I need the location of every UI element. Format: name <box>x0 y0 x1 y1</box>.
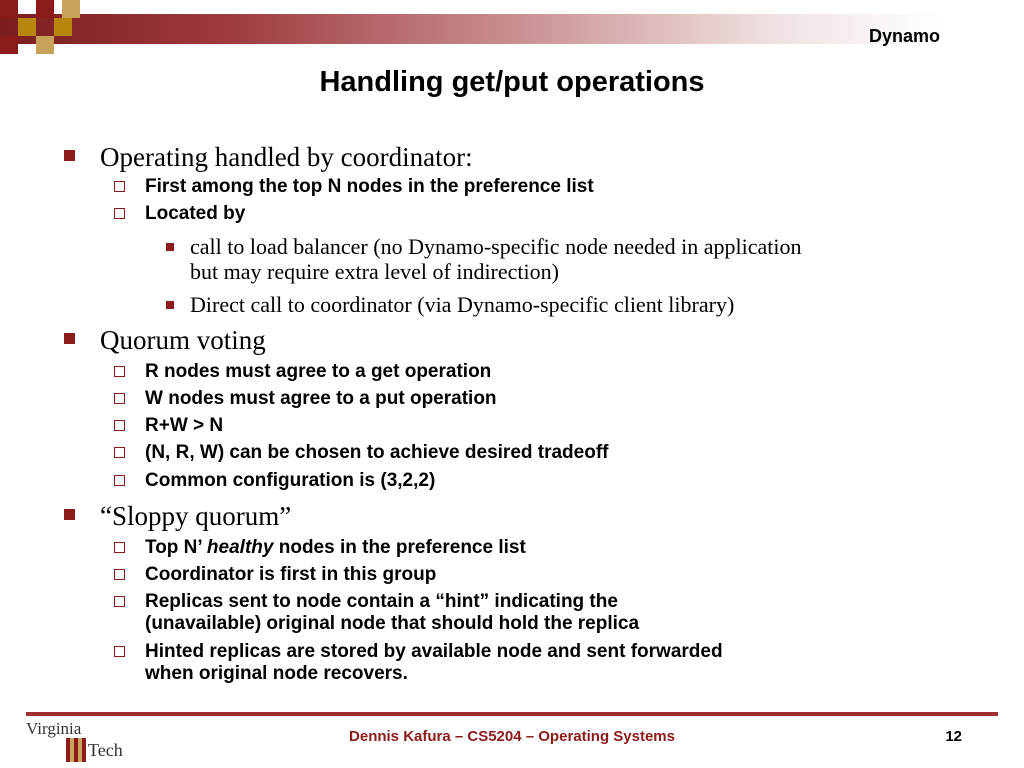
footer-divider <box>26 712 998 716</box>
sub-bullet-text: when original node recovers. <box>145 663 408 684</box>
square-bullet-icon <box>64 333 75 344</box>
sub-sub-bullet-text: call to load balancer (no Dynamo-specific node needed in application <box>190 234 802 259</box>
sub-bullet-text: (N, R, W) can be chosen to achieve desired tradeoff <box>145 442 609 463</box>
sub-sub-bullet-text: Direct call to coordinator (via Dynamo-specific client library) <box>190 292 735 317</box>
emphasized-text: healthy <box>206 537 274 558</box>
hollow-square-bullet-icon <box>114 420 125 431</box>
sub-sub-bullet-text: but may require extra level of indirection) <box>190 259 559 284</box>
hollow-square-bullet-icon <box>114 393 125 404</box>
slide-title: Handling get/put operations <box>319 66 705 98</box>
sub-bullet-text: R nodes must agree to a get operation <box>145 361 492 382</box>
sub-bullet-text: Hinted replicas are stored by available node and sent forwarded <box>145 641 723 662</box>
sub-bullet-text: W nodes must agree to a put operation <box>145 388 497 409</box>
section-label: Dynamo <box>868 26 940 46</box>
sub-bullet-text: Replicas sent to node contain a “hint” indicating the <box>145 591 618 612</box>
hollow-square-bullet-icon <box>114 542 125 553</box>
bullet-text: “Sloppy quorum” <box>100 501 292 531</box>
footer-text: Dennis Kafura – CS5204 – Operating Systems <box>349 728 675 745</box>
bullet-text: Operating handled by coordinator: <box>100 142 473 172</box>
page-number: 12 <box>945 728 962 745</box>
sub-bullet-text <box>145 537 526 559</box>
hollow-square-bullet-icon <box>114 569 125 580</box>
svg-text:Virginia: Virginia <box>26 719 82 738</box>
text-segment: Top N’ <box>145 537 207 558</box>
sub-bullet-text: First among the top N nodes in the preference list <box>145 176 594 197</box>
square-bullet-icon <box>64 150 75 161</box>
hollow-square-bullet-icon <box>114 646 125 657</box>
svg-text:Tech: Tech <box>88 740 123 760</box>
text-segment: nodes in the preference list <box>273 537 526 558</box>
square-bullet-icon <box>64 509 75 520</box>
square-bullet-icon <box>166 301 174 309</box>
hollow-square-bullet-icon <box>114 596 125 607</box>
sub-bullet-text: Located by <box>145 203 246 224</box>
hollow-square-bullet-icon <box>114 475 125 486</box>
sub-bullet-text: Coordinator is first in this group <box>145 564 437 585</box>
sub-bullet-text: Common configuration is (3,2,2) <box>145 470 436 491</box>
hollow-square-bullet-icon <box>114 208 125 219</box>
hollow-square-bullet-icon <box>114 447 125 458</box>
hollow-square-bullet-icon <box>114 181 125 192</box>
square-bullet-icon <box>166 243 174 251</box>
sub-bullet-text: R+W > N <box>145 415 224 436</box>
hollow-square-bullet-icon <box>114 366 125 377</box>
sub-bullet-text: (unavailable) original node that should hold the replica <box>145 613 640 634</box>
bullet-text: Quorum voting <box>100 325 266 355</box>
